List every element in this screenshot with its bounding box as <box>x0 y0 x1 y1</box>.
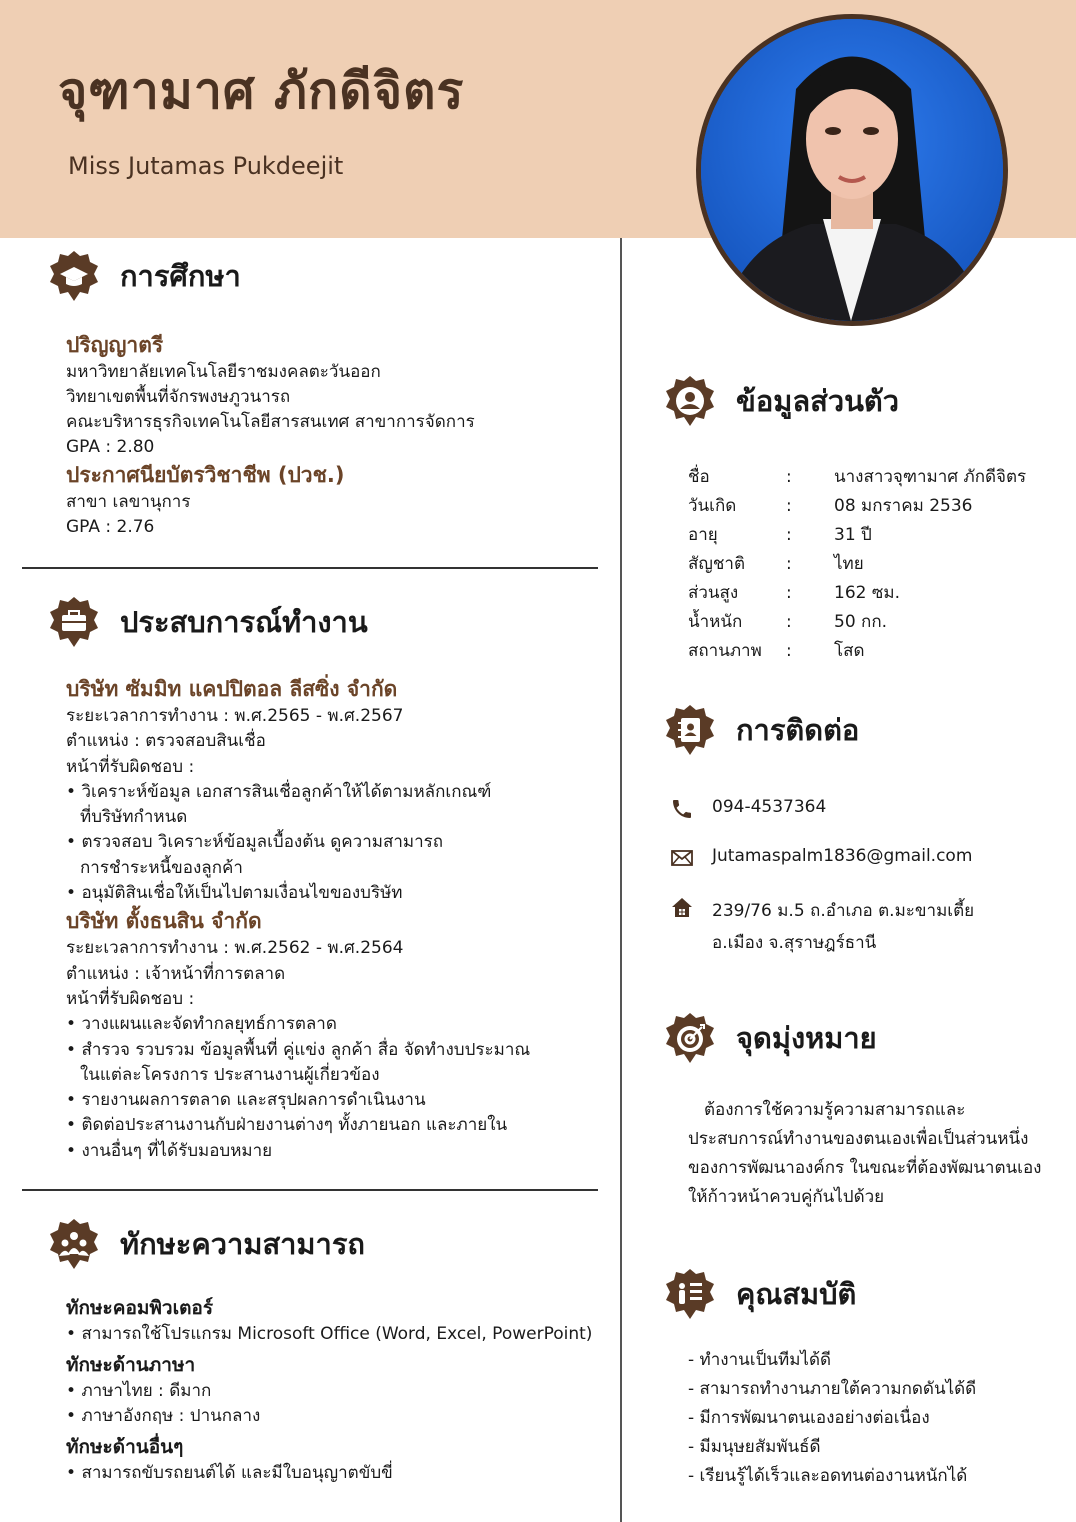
job-duties-label: หน้าที่รับผิดชอบ : <box>66 756 195 777</box>
column-divider <box>620 238 622 1522</box>
objective-heading <box>664 1012 877 1064</box>
info-value: ไทย <box>834 554 864 574</box>
info-separator: : <box>786 611 792 632</box>
info-row <box>688 636 1026 665</box>
name-thai: จุฑามาศ ภักดีจิตร <box>58 62 465 120</box>
info-separator: : <box>786 582 792 603</box>
info-row <box>688 607 1026 636</box>
skills-title: ทักษะความสามารถ <box>120 1227 365 1261</box>
job-position: ตำแหน่ง : ตรวจสอบสินเชื่อ <box>66 731 266 752</box>
job-company: บริษัท ซัมมิท แคปปิตอล ลีสซิ่ง จำกัด <box>66 677 398 701</box>
skills-content <box>66 1294 606 1486</box>
skill-group-heading: ทักษะคอมพิวเตอร์ <box>66 1297 214 1319</box>
phone-icon <box>670 797 696 823</box>
quality-item: - มีการพัฒนาตนเองอย่างต่อเนื่อง <box>688 1404 976 1433</box>
qualities-list <box>688 1346 976 1491</box>
objective-title: จุดมุ่งหมาย <box>736 1021 877 1055</box>
info-separator: : <box>786 524 792 545</box>
quality-item: - เรียนรู้ได้เร็วและอดทนต่องานหนักได้ <box>688 1462 976 1491</box>
job-duty: • งานอื่นๆ ที่ได้รับมอบหมาย <box>66 1139 606 1164</box>
info-row <box>688 462 1026 491</box>
email-address[interactable]: Jutamaspalm1836@gmail.com <box>712 846 973 866</box>
contact-address <box>670 895 974 959</box>
job-duty: • วิเคราะห์ข้อมูล เอกสารสินเชื่อลูกค้าให้ได้ตามหลักเกณฑ์ ที่บริษัทกำหนด <box>66 780 506 831</box>
people-skills-icon <box>48 1218 100 1270</box>
job-period: ระยะเวลาการทำงาน : พ.ศ.2565 - พ.ศ.2567 <box>66 706 404 726</box>
job-duty: • อนุมัติสินเชื่อให้เป็นไปตามเงื่อนไขของบริษัท <box>66 881 606 906</box>
info-label: น้ำหนัก <box>688 612 743 632</box>
info-label: สัญชาติ <box>688 554 745 574</box>
info-value: 162 ซม. <box>834 583 900 603</box>
degree-university: มหาวิทยาลัยเทคโนโลยีราชมงคลตะวันออก <box>66 362 381 382</box>
job-duty: • สำรวจ รวบรวม ข้อมูลพื้นที่ คู่แข่ง ลูกค้า สื่อ จัดทำงบประมาณ ในแต่ละโครงการ ประสานงานผู้เกี่ยวข้อง <box>66 1038 546 1089</box>
contact-heading <box>664 704 859 756</box>
home-icon <box>670 896 696 922</box>
phone-number[interactable]: 094-4537364 <box>712 797 827 817</box>
objective-text: ต้องการใช้ความรู้ความสามารถและประสบการณ์ทำงานของตนเองเพื่อเป็นส่วนหนึ่งของการพัฒนาองค์กร ในขณะที่ต้องพัฒนาตนเองให้ก้าวหน้าควบคู่กันไปด้วย <box>688 1100 1042 1207</box>
education-heading <box>48 250 241 302</box>
info-label: ส่วนสูง <box>688 583 739 603</box>
info-row <box>688 549 1026 578</box>
degree-heading: ปริญญาตรี <box>66 333 164 357</box>
diploma-gpa: GPA : 2.76 <box>66 517 155 537</box>
personal-heading <box>664 375 899 427</box>
personal-title: ข้อมูลส่วนตัว <box>736 384 900 418</box>
info-value: 08 มกราคม 2536 <box>834 496 973 516</box>
info-label: ชื่อ <box>688 467 710 487</box>
graduation-cap-icon <box>48 250 100 302</box>
qualities-heading <box>664 1268 856 1320</box>
job-period: ระยะเวลาการทำงาน : พ.ศ.2562 - พ.ศ.2564 <box>66 938 404 959</box>
info-value: 31 ปี <box>834 525 872 545</box>
quality-item: - มีมนุษยสัมพันธ์ดี <box>688 1433 976 1462</box>
address-line: อ.เมือง จ.สุราษฎร์ธานี <box>712 933 877 953</box>
profile-photo <box>696 14 1008 326</box>
info-label: อายุ <box>688 525 718 545</box>
skill-group-heading: ทักษะด้านอื่นๆ <box>66 1436 184 1458</box>
personal-info-table <box>688 462 1026 665</box>
education-title: การศึกษา <box>120 259 241 293</box>
skill-item: • สามารถขับรถยนต์ได้ และมีใบอนุญาตขับขี่ <box>66 1461 606 1486</box>
skills-heading <box>48 1218 365 1270</box>
job-duty: • ตรวจสอบ วิเคราะห์ข้อมูลเบื้องต้น ดูความสามารถ การชำระหนี้ของลูกค้า <box>66 830 466 881</box>
info-separator: : <box>786 553 792 574</box>
contact-email <box>670 846 972 872</box>
qualities-title: คุณสมบัติ <box>736 1277 857 1311</box>
target-icon <box>664 1012 716 1064</box>
section-divider <box>22 1189 598 1191</box>
info-label: วันเกิด <box>688 496 737 516</box>
section-divider <box>22 567 598 569</box>
skill-group-heading: ทักษะด้านภาษา <box>66 1354 196 1376</box>
degree-faculty: คณะบริหารธุรกิจเทคโนโลยีสารสนเทศ สาขาการจัดการ <box>66 412 475 432</box>
job-duty: • วางแผนและจัดทำกลยุทธ์การตลาด <box>66 1012 606 1037</box>
info-value: 50 กก. <box>834 612 888 632</box>
job-duty: • ติดต่อประสานงานกับฝ่ายงานต่างๆ ทั้งภายนอก และภายใน <box>66 1113 606 1138</box>
info-row <box>688 578 1026 607</box>
diploma-major: สาขา เลขานุการ <box>66 492 191 512</box>
info-row <box>688 520 1026 549</box>
user-icon <box>664 375 716 427</box>
info-value: โสด <box>834 641 865 661</box>
checklist-icon <box>664 1268 716 1320</box>
envelope-icon <box>670 846 696 872</box>
info-separator: : <box>786 495 792 516</box>
job-position: ตำแหน่ง : เจ้าหน้าที่การตลาด <box>66 963 286 984</box>
skill-item: • ภาษาไทย : ดีมาก <box>66 1379 606 1404</box>
info-label: สถานภาพ <box>688 641 762 661</box>
experience-content <box>66 674 606 1164</box>
info-row <box>688 491 1026 520</box>
info-separator: : <box>786 466 792 487</box>
info-separator: : <box>786 640 792 661</box>
address-book-icon <box>664 704 716 756</box>
diploma-heading: ประกาศนียบัตรวิชาชีพ (ปวช.) <box>66 463 345 487</box>
contact-phone <box>670 797 826 823</box>
degree-campus: วิทยาเขตพื้นที่จักรพงษภูวนารถ <box>66 387 291 407</box>
skill-item: • สามารถใช้โปรแกรม Microsoft Office (Word, Excel, PowerPoint) <box>66 1322 606 1347</box>
info-value: นางสาวจุฑามาศ ภักดีจิตร <box>834 467 1027 487</box>
quality-item: - สามารถทำงานภายใต้ความกดดันได้ดี <box>688 1375 976 1404</box>
contact-title: การติดต่อ <box>736 713 860 747</box>
job-company: บริษัท ตั้งธนสิน จำกัด <box>66 909 262 934</box>
briefcase-icon <box>48 596 100 648</box>
address-line: 239/76 ม.5 ถ.อำเภอ ต.มะขามเตี้ย <box>712 901 975 921</box>
skill-item: • ภาษาอังกฤษ : ปานกลาง <box>66 1404 606 1429</box>
job-duty: • รายงานผลการตลาด และสรุปผลการดำเนินงาน <box>66 1088 606 1113</box>
experience-heading <box>48 596 368 648</box>
education-content <box>66 330 596 540</box>
name-english: Miss Jutamas Pukdeejit <box>68 152 344 180</box>
degree-gpa: GPA : 2.80 <box>66 437 155 457</box>
experience-title: ประสบการณ์ทำงาน <box>120 605 368 639</box>
job-duties-label: หน้าที่รับผิดชอบ : <box>66 988 195 1009</box>
quality-item: - ทำงานเป็นทีมได้ดี <box>688 1346 976 1375</box>
